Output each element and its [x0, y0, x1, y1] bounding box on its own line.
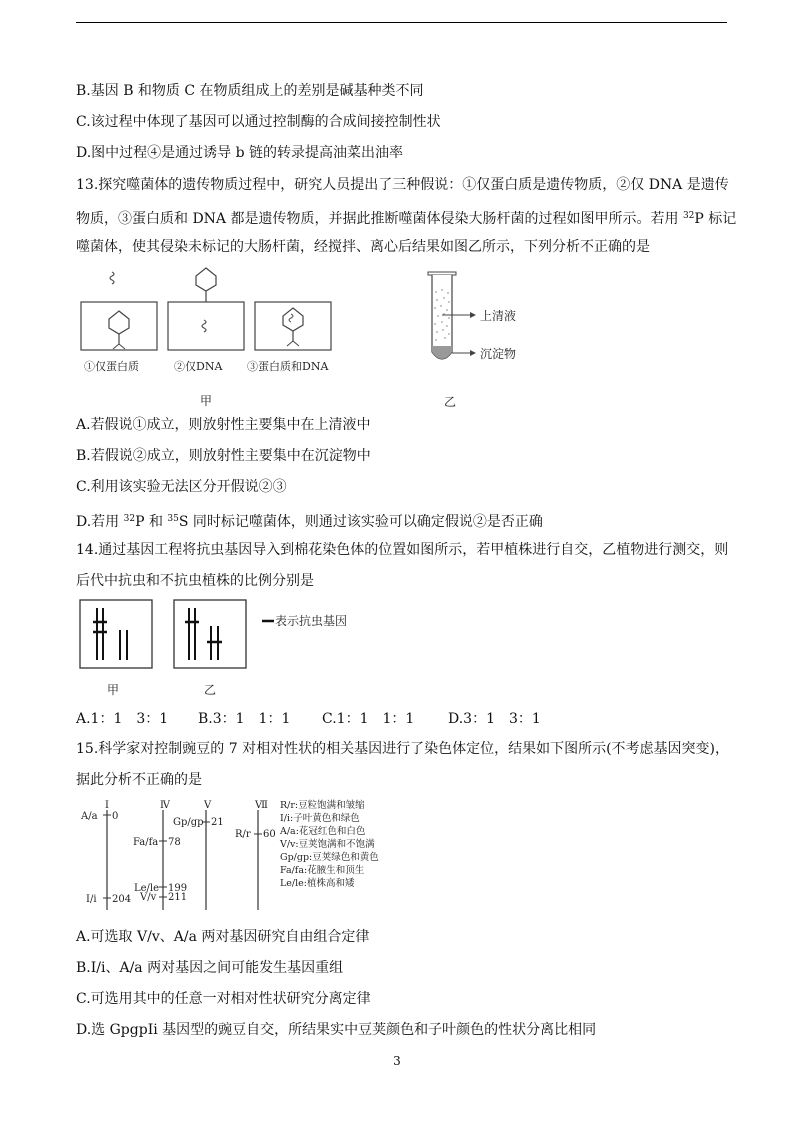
q14-label-yi: 乙 — [204, 683, 217, 697]
header-rule — [76, 22, 727, 23]
gene-Lele-pos: 199 — [168, 883, 188, 894]
q14-stem-line1: 14.通过基因工程将抗虫基因导入到棉花染色体的位置如图所示，若甲植株进行自交，乙植物进行测交，则 — [76, 542, 729, 558]
legend-item: R/r:豆粒饱满和皱缩 — [280, 800, 365, 811]
q13-option-c: C.利用该实验无法区分开假说②③ — [76, 479, 287, 495]
cell-jia — [80, 600, 152, 668]
q13-option-d: D.若用 $^{32}$P 和 $^{35}$S 同时标记噬菌体，则通过该实验可以确定假说②是否正确 — [76, 514, 543, 530]
gene-Fafa-pos: 78 — [168, 837, 181, 848]
gene-Ii-pos: 204 — [112, 894, 132, 905]
gene-Aa-pos: 0 — [112, 811, 119, 822]
gene-Rr-pos: 60 — [263, 829, 276, 840]
chrom-label-1: Ⅰ — [105, 800, 109, 811]
legend-item: V/v:豆荚饱满和不饱满 — [280, 839, 375, 850]
chrom-label-5: Ⅴ — [204, 800, 212, 811]
chrom-label-7: Ⅶ — [255, 800, 268, 811]
gene-Fafa: Fa/fa — [133, 837, 159, 848]
q13-figure-yi — [420, 270, 550, 410]
fig-yi-label: 乙 — [444, 395, 457, 409]
q15-option-a: A.可选取 V/v、A/a 两对基因研究自由组合定律 — [76, 929, 370, 945]
supernatant-label: 上清液 — [480, 309, 517, 323]
gene-Vv-pos: 211 — [168, 892, 188, 903]
gene-Aa: A/a — [81, 811, 98, 822]
gene-Vv: V/v — [140, 892, 157, 903]
q14-label-jia: 甲 — [107, 683, 120, 697]
sediment-layer — [432, 346, 452, 359]
q13-option-a: A.若假说①成立，则放射性主要集中在上清液中 — [76, 417, 371, 433]
legend-item: Fa/fa:花腋生和顶生 — [280, 865, 365, 876]
chrom-label-4: Ⅳ — [160, 800, 170, 811]
q15-stem-line2: 据此分析不正确的是 — [76, 772, 202, 788]
q15-option-d: D.选 GpgpIi 基因型的豌豆自交，所结果实中豆荚颜色和子叶颜色的性状分离比相同 — [76, 1022, 597, 1038]
q15-option-b: B.I/i、A/a 两对基因之间可能发生基因重组 — [76, 960, 344, 976]
gene-legend — [279, 799, 379, 889]
legend-item: Gp/gp:豆荚绿色和黄色 — [280, 852, 379, 863]
legend-item: I/i:子叶黄色和绿色 — [280, 813, 360, 824]
q14-option-b: B.3：1 1：1 — [198, 711, 291, 727]
sediment-label: 沉淀物 — [480, 347, 517, 361]
gene-Gpgp: Gp/gp — [173, 817, 204, 828]
q13-option-b: B.若假说②成立，则放射性主要集中在沉淀物中 — [76, 448, 371, 464]
gene-Rr: R/r — [235, 829, 251, 840]
fig-jia-label: 甲 — [200, 394, 213, 408]
fig-jia-caption-2: ②仅DNA — [174, 360, 223, 373]
q13-stem-line1: 13.探究噬菌体的遗传物质过程中，研究人员提出了三种假说：①仅蛋白质是遗传物质，②仅 DNA 是遗传 — [76, 177, 729, 193]
q13-stem-line3: 噬菌体，使其侵染未标记的大肠杆菌，经搅拌、离心后结果如图乙所示，下列分析不正确的是 — [76, 239, 650, 255]
fig-jia-caption-3: ③蛋白质和DNA — [247, 360, 329, 373]
gene-Gpgp-pos: 21 — [211, 817, 224, 828]
q15-chromosome-map — [76, 796, 416, 918]
q12-option-b: B.基因 B 和物质 C 在物质组成上的差别是碱基种类不同 — [76, 83, 424, 99]
q14-option-a: A.1：1 3：1 — [76, 711, 169, 727]
q14-stem-line2: 后代中抗虫和不抗虫植株的比例分别是 — [76, 573, 314, 589]
q15-option-c: C.可选用其中的任意一对相对性状研究分离定律 — [76, 991, 371, 1007]
gene-Ii: I/i — [86, 894, 97, 905]
fig-jia-caption-1: ①仅蛋白质 — [84, 360, 139, 373]
q14-option-d: D.3：1 3：1 — [448, 711, 541, 727]
free-dna-icon — [110, 272, 114, 284]
q13-stem-line2: 物质，③蛋白质和 DNA 都是遗传物质，并据此推断噬菌体侵染大肠杆菌的过程如图甲所示。若用 $^{32}$P 标记 — [76, 211, 737, 227]
legend-item: Le/le:植株高和矮 — [280, 878, 355, 889]
phage-coat-on-surface-icon — [196, 268, 216, 302]
q14-legend: 表示抗虫基因 — [275, 614, 348, 628]
q12-option-c: C.该过程中体现了基因可以通过控制酶的合成间接控制性状 — [76, 114, 441, 130]
cell-box-2 — [168, 302, 244, 350]
q14-figure — [76, 598, 376, 698]
page-number: 3 — [393, 1054, 401, 1068]
legend-item: A/a:花冠红色和白色 — [280, 826, 366, 837]
gene-Lele: Le/le — [134, 883, 160, 894]
q14-option-c: C.1：1 1：1 — [322, 711, 415, 727]
q15-stem-line1: 15.科学家对控制豌豆的 7 对相对性状的相关基因进行了染色体定位，结果如下图所示(不考虑基因突变)， — [76, 741, 729, 757]
q12-option-d: D.图中过程④是通过诱导 b 链的转录提高油菜出油率 — [76, 145, 404, 161]
q13-figure-jia — [76, 266, 346, 408]
